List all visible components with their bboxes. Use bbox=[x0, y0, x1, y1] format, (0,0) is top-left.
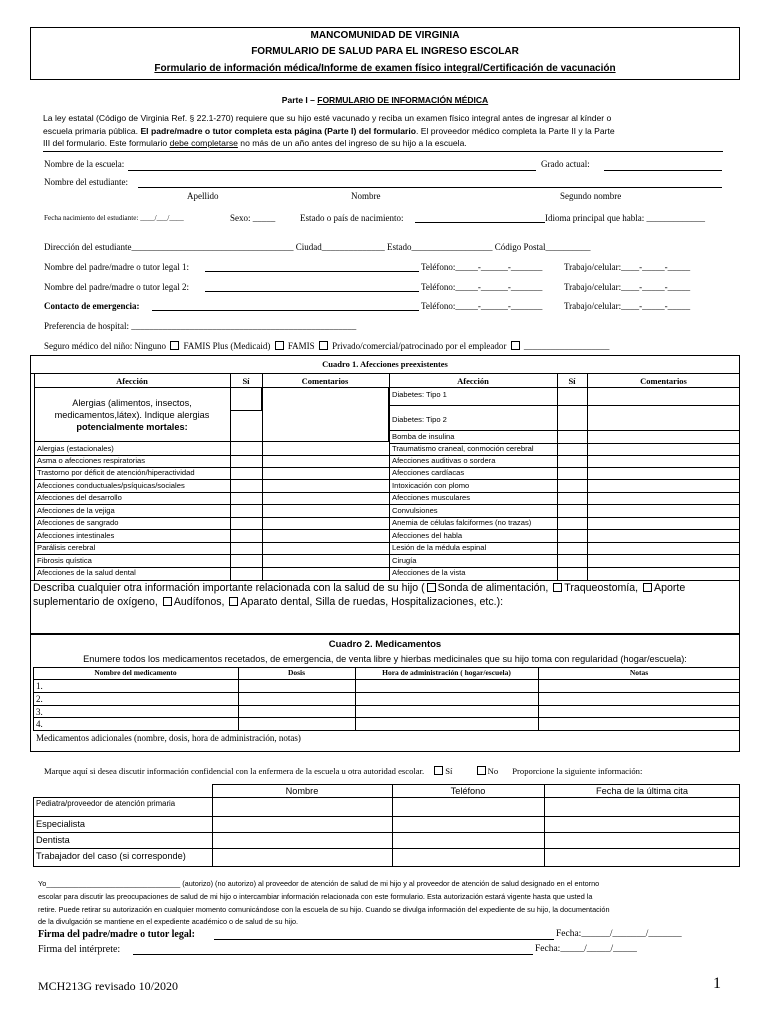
parent2-label: Nombre del padre/madre o tutor legal 2: bbox=[44, 282, 189, 292]
emergency-phone[interactable]: Teléfono:_____-______-_______ bbox=[421, 301, 543, 311]
right-row: Intoxicación con plomo bbox=[392, 481, 470, 490]
parent1-label: Nombre del padre/madre o tutor legal 1: bbox=[44, 262, 189, 272]
form-code: MCH213G revisado 10/2020 bbox=[38, 979, 178, 993]
table2-line bbox=[33, 679, 740, 680]
parent-signature-date[interactable]: Fecha:______/_______/_______ bbox=[556, 929, 682, 939]
table2-line bbox=[238, 667, 239, 730]
student-input[interactable] bbox=[138, 187, 722, 188]
describe-l2-b: Audífonos, bbox=[173, 596, 225, 608]
contact-col-date: Fecha de la última cita bbox=[596, 786, 688, 796]
authorization-line-2: escolar para discutir las preocupaciones de salud de mi hijo o intercambiar información relacionada con este formulario. Esta autorización estará vigente hasta que usted la bbox=[38, 892, 593, 901]
parent1-phone[interactable]: Teléfono:_____-______-_______ bbox=[421, 262, 543, 272]
insurance-famis-plus-label: FAMIS Plus (Medicaid) bbox=[183, 341, 271, 351]
describe-l2-c: Aparato dental, Silla de ruedas, Hospitalizaciones, etc.): bbox=[240, 596, 504, 608]
contact-row-specialist: Especialista bbox=[36, 819, 86, 829]
confidential-yes-label: Sí bbox=[445, 766, 453, 776]
intro-l3-b: debe completarse bbox=[169, 138, 238, 148]
intro-line-2 bbox=[43, 126, 615, 136]
right-row: Diabetes: Tipo 2 bbox=[392, 415, 447, 424]
table1-line bbox=[34, 373, 35, 580]
language-label[interactable]: Idioma principal que habla: _____________ bbox=[545, 213, 705, 223]
t2-col-name: Nombre del medicamento bbox=[94, 668, 177, 677]
header-form-title: FORMULARIO DE SALUD PARA EL INGRESO ESCOLAR bbox=[251, 46, 519, 57]
right-row: Afecciones auditivas o sordera bbox=[392, 456, 496, 465]
table2-line bbox=[538, 667, 539, 730]
student-label: Nombre del estudiante: bbox=[44, 177, 128, 187]
t1-left-col-comentarios: Comentarios bbox=[301, 376, 349, 386]
intro-line-1: La ley estatal (Código de Virginia Ref. § 22.1-270) requiere que su hijo esté vacunado y reciba un examen físico integral antes de ingresar al kínder o bbox=[43, 113, 612, 123]
parent-signature-input[interactable] bbox=[214, 939, 554, 940]
school-input[interactable] bbox=[128, 170, 536, 171]
insurance-label: Seguro médico del niño: Ninguno bbox=[44, 341, 166, 351]
intro-l2-c: . El proveedor médico completa la Parte II y la Parte bbox=[416, 126, 615, 136]
confidential-no-label: No bbox=[487, 766, 499, 776]
table1-line bbox=[389, 430, 740, 431]
contacts-line bbox=[392, 784, 393, 867]
table1-line bbox=[389, 504, 740, 505]
table1-line bbox=[389, 479, 740, 480]
left-row: Afecciones de sangrado bbox=[37, 518, 119, 527]
hospital-line[interactable]: Preferencia de hospital: __________________________________________________ bbox=[44, 321, 357, 331]
nombre-label: Nombre bbox=[351, 191, 381, 201]
emergency-label: Contacto de emergencia: bbox=[44, 301, 140, 311]
parent2-work[interactable]: Trabajo/celular:____-_____-_____ bbox=[564, 282, 691, 292]
birthplace-label: Estado o país de nacimiento: bbox=[300, 213, 404, 223]
describe-line-2 bbox=[33, 596, 503, 608]
insurance-famis-label: FAMIS bbox=[287, 341, 315, 351]
right-row: Lesión de la médula espinal bbox=[392, 543, 487, 552]
table2-title: Cuadro 2. Medicamentos bbox=[328, 639, 442, 650]
right-row: Afecciones de la vista bbox=[392, 568, 466, 577]
table2-line bbox=[33, 667, 34, 730]
med-row-2[interactable]: 2. bbox=[36, 694, 43, 704]
feeding-tube-checkbox[interactable] bbox=[427, 583, 436, 592]
left-row: Trastorno por déficit de atención/hiperactividad bbox=[37, 468, 195, 477]
describe-l1-c: Traqueostomía, bbox=[564, 582, 639, 594]
intro-l2-a: escuela primaria pública. bbox=[43, 126, 139, 136]
parent2-input[interactable] bbox=[205, 291, 419, 292]
insurance-line bbox=[44, 341, 609, 351]
describe-l1-d: Aporte bbox=[654, 582, 686, 594]
right-row: Convulsiones bbox=[392, 506, 438, 515]
contacts-line bbox=[212, 784, 739, 785]
page-number: 1 bbox=[713, 975, 721, 992]
t2-col-time: Hora de administración ( hogar/escuela) bbox=[382, 668, 511, 677]
contact-row-caseworker: Trabajador del caso (si corresponde) bbox=[36, 851, 186, 861]
table2-line bbox=[33, 730, 740, 731]
right-row: Diabetes: Tipo 1 bbox=[392, 390, 447, 399]
address-line[interactable]: Dirección del estudiante____________________________________ Ciudad______________ Estado__________________ Código Postal__________ bbox=[44, 242, 591, 252]
contacts-line bbox=[33, 866, 740, 867]
right-row: Bomba de insulina bbox=[392, 432, 455, 441]
table1-line bbox=[34, 479, 389, 480]
emergency-work[interactable]: Trabajo/celular:____-_____-_____ bbox=[564, 301, 691, 311]
contacts-line bbox=[33, 816, 740, 817]
grade-input[interactable] bbox=[604, 170, 722, 171]
right-row: Afecciones del habla bbox=[392, 531, 463, 540]
intro-divider bbox=[43, 151, 723, 152]
table2-line bbox=[33, 692, 740, 693]
confidential-no-checkbox[interactable] bbox=[477, 766, 486, 775]
emergency-input[interactable] bbox=[152, 310, 419, 311]
authorization-line-4: de la divulgación se mantiene en el expediente académico o de salud de su hijo. bbox=[38, 917, 299, 926]
additional-meds[interactable]: Medicamentos adicionales (nombre, dosis, hora de administración, notas) bbox=[36, 733, 301, 743]
authorization-line-3: retire. Puede retirar su autorización en cualquier momento comunicándose con la escuela de su hijo. Cuando se divulga información del expediente de su hijo, la documentación bbox=[38, 905, 610, 914]
table1-line bbox=[34, 554, 389, 555]
confidential-yes-checkbox[interactable] bbox=[434, 766, 443, 775]
table1-line bbox=[230, 373, 231, 580]
intro-line-3 bbox=[43, 138, 467, 148]
table1-line bbox=[30, 373, 740, 374]
describe-line-1 bbox=[33, 582, 685, 594]
table1-line bbox=[389, 554, 740, 555]
describe-l1-b: Sonda de alimentación, bbox=[437, 582, 549, 594]
part1-heading-title: FORMULARIO DE INFORMACIÓN MÉDICA bbox=[317, 95, 489, 105]
table1-line bbox=[389, 405, 740, 406]
segundo-label: Segundo nombre bbox=[560, 191, 622, 201]
sex-label[interactable]: Sexo: _____ bbox=[230, 213, 276, 223]
school-label: Nombre de la escuela: bbox=[44, 159, 125, 169]
hearing-aid-checkbox[interactable] bbox=[163, 597, 172, 606]
insurance-private-checkbox[interactable] bbox=[511, 341, 520, 350]
t1-left-col-afeccion: Afección bbox=[116, 376, 148, 386]
birthplace-input[interactable] bbox=[415, 222, 545, 223]
med-row-3[interactable]: 3. bbox=[36, 707, 43, 717]
allergy-line-1: Alergias (alimentos, insectos, bbox=[72, 398, 192, 408]
allergy-line-3: potencialmente mortales: bbox=[76, 422, 188, 432]
table1-line bbox=[34, 504, 389, 505]
left-row: Afecciones conductuales/psíquicas/sociales bbox=[37, 481, 185, 490]
insurance-famis-checkbox[interactable] bbox=[319, 341, 328, 350]
left-row: Afecciones de la salud dental bbox=[37, 568, 136, 577]
header-subtitle: Formulario de información médica/Informe de examen físico integral/Certificación de vacunación bbox=[154, 63, 616, 74]
parent2-phone[interactable]: Teléfono:_____-______-_______ bbox=[421, 282, 543, 292]
parent-signature-label: Firma del padre/madre o tutor legal: bbox=[38, 929, 195, 940]
right-row: Traumatismo craneal, conmoción cerebral bbox=[392, 444, 534, 453]
contact-col-phone: Teléfono bbox=[450, 786, 486, 796]
contact-row-pcp: Pediatra/proveedor de atención primaria bbox=[36, 799, 176, 808]
header-org: MANCOMUNIDAD DE VIRGINIA bbox=[310, 30, 460, 41]
t1-right-col-comentarios: Comentarios bbox=[640, 376, 687, 386]
apellido-label: Apellido bbox=[187, 191, 219, 201]
table1-line bbox=[34, 529, 389, 530]
dental-appliance-checkbox[interactable] bbox=[229, 597, 238, 606]
right-row: Afecciones musculares bbox=[392, 493, 471, 502]
t1-right-col-afeccion: Afección bbox=[457, 376, 489, 386]
left-row: Asma o afecciones respiratorias bbox=[37, 456, 146, 465]
allergy-si-box[interactable] bbox=[230, 387, 262, 411]
describe-l2-a: suplementario de oxígeno, bbox=[33, 596, 158, 608]
left-row: Afecciones intestinales bbox=[37, 531, 115, 540]
insurance-famis-plus-checkbox[interactable] bbox=[275, 341, 284, 350]
left-row: Fibrosis quística bbox=[37, 556, 92, 565]
allergy-comment-box[interactable] bbox=[262, 387, 389, 442]
interpreter-signature-input[interactable] bbox=[133, 954, 533, 955]
tracheostomy-checkbox[interactable] bbox=[553, 583, 562, 592]
table1-line bbox=[30, 580, 740, 581]
left-row: Alergias (estacionales) bbox=[37, 444, 114, 453]
contacts-line bbox=[544, 784, 545, 867]
table1-line bbox=[262, 373, 263, 580]
insurance-other-input[interactable]: ___________________ bbox=[523, 341, 610, 351]
t1-left-col-si: Sí bbox=[242, 376, 250, 386]
grade-label: Grado actual: bbox=[541, 159, 590, 169]
parent1-input[interactable] bbox=[205, 271, 419, 272]
part1-heading-prefix: Parte I – bbox=[281, 95, 315, 105]
contacts-line bbox=[212, 784, 213, 867]
parent1-work[interactable]: Trabajo/celular:____-_____-_____ bbox=[564, 262, 691, 272]
table2-line bbox=[33, 705, 740, 706]
left-row: Afecciones del desarrollo bbox=[37, 493, 122, 502]
table1-line bbox=[389, 529, 740, 530]
med-row-1[interactable]: 1. bbox=[36, 681, 43, 691]
allergy-line-2 bbox=[34, 410, 230, 420]
describe-l1-a: Describa cualquier otra información importante relacionada con la salud de su hijo ( bbox=[33, 582, 425, 594]
contact-row-dentist: Dentista bbox=[36, 835, 70, 845]
confidential-line bbox=[44, 766, 642, 776]
table2-instruction: Enumere todos los medicamentos recetados, de emergencia, de venta libre y hierbas medicinales que su hijo toma con regularidad (hogar/escuela): bbox=[83, 654, 687, 664]
t2-col-notes: Notas bbox=[629, 668, 649, 677]
contacts-line bbox=[739, 784, 740, 867]
insurance-none-checkbox[interactable] bbox=[170, 341, 179, 350]
interpreter-signature-date[interactable]: Fecha:_____/_____/_____ bbox=[535, 944, 637, 954]
left-row: Afecciones de la vejiga bbox=[37, 506, 115, 515]
insurance-private-label: Privado/comercial/patrocinado por el empleador bbox=[332, 341, 507, 351]
allergy-l2-text: medicamentos,látex). Indique alergias bbox=[54, 410, 210, 420]
t2-col-dose: Dosis bbox=[287, 668, 306, 677]
right-row: Cirugía bbox=[392, 556, 417, 565]
intro-l3-c: no más de un año antes del ingreso de su hijo a la escuela. bbox=[240, 138, 467, 148]
part1-heading bbox=[30, 95, 740, 105]
contact-col-name: Nombre bbox=[285, 786, 319, 796]
intro-l2-b: El padre/madre o tutor completa esta página (Parte I) del formulario bbox=[140, 126, 416, 136]
confidential-text: Marque aquí si desea discutir información confidencial con la enfermera de la escuela u otra autoridad escolar. bbox=[44, 766, 425, 776]
contacts-line bbox=[33, 848, 740, 849]
authorization-line-1[interactable]: Yo_________________________________ (autorizo) (no autorizo) al proveedor de atención de salud de mi hijo y al proveedor de atención de salud designado en el entorno bbox=[38, 879, 600, 888]
table2-line bbox=[33, 717, 740, 718]
confidential-provide: Proporcione la siguiente información: bbox=[512, 766, 643, 776]
intro-l3-a: III del formulario. Este formulario bbox=[43, 138, 168, 148]
right-row: Afecciones cardíacas bbox=[392, 468, 465, 477]
table1-title: Cuadro 1. Afecciones preexistentes bbox=[322, 359, 448, 369]
interpreter-signature-label: Firma del intérprete: bbox=[38, 944, 121, 955]
table2-line bbox=[355, 667, 356, 730]
table1-line bbox=[34, 441, 389, 442]
med-row-4[interactable]: 4. bbox=[36, 719, 43, 729]
right-row: Anemia de células falciformes (no trazas) bbox=[392, 518, 532, 527]
contacts-line bbox=[33, 832, 740, 833]
dob-label[interactable]: Fecha nacimiento del estudiante: ____/___/____ bbox=[44, 214, 184, 222]
oxygen-checkbox[interactable] bbox=[643, 583, 652, 592]
left-row: Parálisis cerebral bbox=[37, 543, 96, 552]
contacts-line bbox=[33, 797, 740, 798]
t1-right-col-si: Sí bbox=[568, 376, 576, 386]
